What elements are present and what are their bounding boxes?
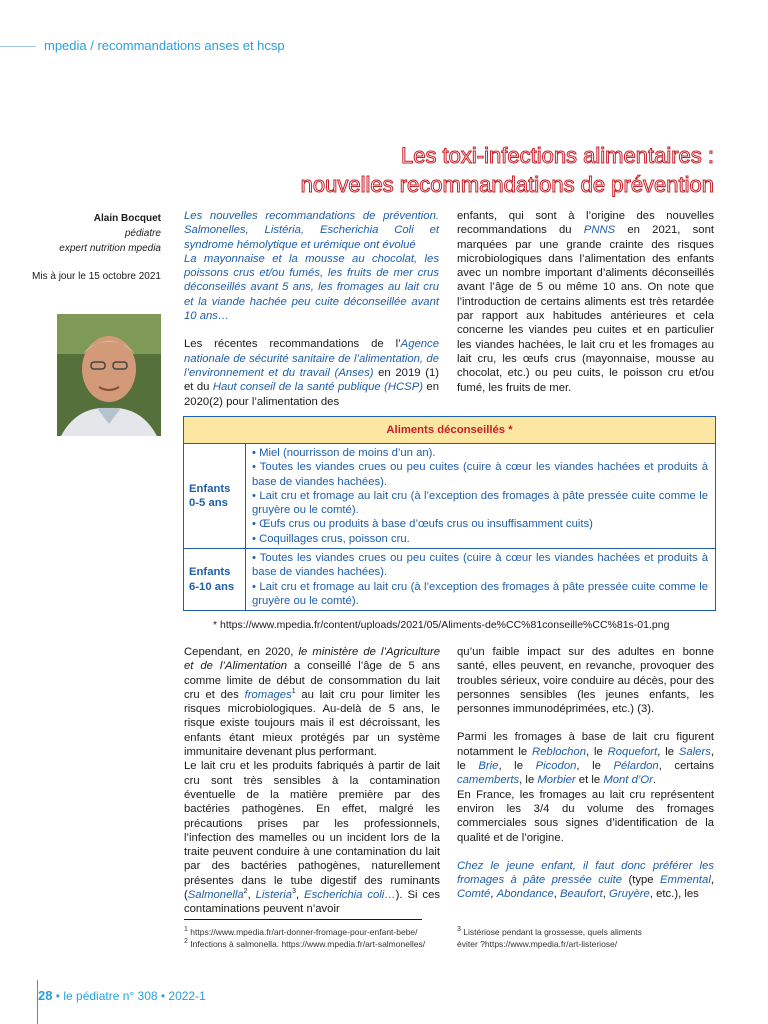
link-fromages[interactable]: fromages: [244, 688, 292, 701]
column-3: [184, 645, 440, 917]
journal-name: le pédiatre n° 308 • 2022-1: [63, 989, 206, 1003]
lead-body: Les récentes recommandations de l’Agence nationale de sécurité sanitaire de l’alimentation, de l’environnement et du travail (Anses) en 2019 (1) et du Haut conseil de la santé publique (HCSP) en 2020(2) pour l’alimentation des: [184, 338, 439, 408]
body-paragraph: Le lait cru et les produits fabriqués à partir de lait cru sont très sensibles à la contamination éventuelle de la matière première par des bactéries pathogènes. En effet, malgré les précautions prises par les professionnels, l’infection des mamelles ou un incident lors de la traite peuvent conduire à une contamination du lait par des bactéries pathogènes, naturellement présentes dans le tube digestif des ruminants (Salmonella$^2$, Listeria$^3$, Escherichia coli…). Si ces contaminations peuvent n’avoir: [184, 760, 441, 916]
body-paragraph: Parmi les fromages à base de lait cru figurent notamment le Reblochon, le Roquefort, le Salers, le Brie, le Picodon, le Pélardon, certains camemberts, le Morbier et le Mont d’Or.: [457, 731, 714, 787]
aliments-table: [183, 416, 716, 611]
row-label: Enfants 0-5 ans: [184, 444, 246, 548]
update-date: Mis à jour le 15 octobre 2021: [32, 271, 161, 282]
footnote-rule: [184, 919, 422, 920]
author-photo: [57, 314, 161, 436]
page-number: 28: [38, 988, 53, 1003]
lead-paragraph: [184, 209, 439, 409]
footnote-2[interactable]: $^2$ Infections à salmonella. https://www.mpedia.fr/art-salmonelles/: [184, 937, 426, 949]
header-rule: [0, 46, 36, 47]
link-pnns[interactable]: PNNS: [583, 224, 616, 237]
table-source-link[interactable]: * https://www.mpedia.fr/content/uploads/2021/05/Aliments-de%CC%81conseille%CC%81s-01.png: [213, 619, 670, 631]
body-paragraph: Cependant, en 2020, le ministère de l’Agriculture et de l’Alimentation a conseillé l’âge de 5 ans comme limite de début de consommation du lait cru et des fromages$^1$ au lait cru pour limiter les risques microbiologiques. Au-delà de 5 ans, le risque existe toujours mais il est décroissant, les enfants étant mieux protégés par un système immunitaire devenant plus performant.: [184, 646, 441, 759]
author-role: pédiatre: [124, 228, 161, 239]
body-paragraph: enfants, qui sont à l’origine des nouvelles recommandations du PNNS en 2021, sont marquées par une grande crainte des risques microbiologiques dans l’alimentation des enfants avec un nombre important d’aliments déconseillés avant l’âge de 5 ou même 10 ans. On note que l’introduction de certains aliments est très retardée par rapport aux habitudes antérieures et cela concerne les viandes peu cuites et en particulier les viandes hachées, le lait cru et les fromages au lait cru, les œufs crus (mayonnaise, mousse au chocolat, etc.) ou peu cuits, le poisson cru et/ou fumé, les fruits de mer.: [457, 210, 714, 394]
column-4: [457, 645, 714, 902]
link-hcsp[interactable]: Haut conseil de la santé publique (HCSP): [212, 381, 423, 394]
list-item: • Lait cru et fromage au lait cru (à l’exception des fromages à pâte pressée cuite comme le gruyère ou le comté).: [252, 489, 708, 517]
body-paragraph: Chez le jeune enfant, il faut donc préférer les fromages à pâte pressée cuite (type Emmental, Comté, Abondance, Beaufort, Gruyère, etc.), les: [457, 859, 714, 901]
footnotes-right: [457, 927, 714, 950]
footnote-1[interactable]: $^1$ https://www.mpedia.fr/art-donner-fromage-pour-enfant-bebe/: [184, 926, 418, 937]
list-item: • Toutes les viandes crues ou peu cuites (cuire à cœur les viandes hachées et produits à base de viandes hachées).: [252, 461, 708, 488]
author-name: Alain Bocquet: [93, 213, 161, 224]
list-item: • Œufs crus ou produits à base d’œufs crus ou insuffisamment cuits): [252, 518, 593, 531]
table-row: [184, 549, 715, 610]
list-item: • Coquillages crus, poisson cru.: [252, 532, 410, 545]
list-item: • Toutes les viandes crues ou peu cuites (cuire à cœur les viandes hachées et produits à base de viandes hachées).: [252, 552, 708, 579]
row-items: [246, 444, 715, 548]
title-line-1: Les toxi-infections alimentaires :: [400, 143, 714, 168]
column-2: [457, 209, 714, 395]
footnotes-left: [184, 927, 440, 950]
list-item: • Lait cru et fromage au lait cru (à l’exception des fromages à pâte pressée cuite comme le gruyère ou le comté).: [252, 580, 708, 607]
link-anses[interactable]: Agence nationale de sécurité sanitaire de l’alimentation, de l’environnement et du travail (Anses): [184, 338, 439, 379]
author-block: [11, 211, 161, 256]
row-label: Enfants 6-10 ans: [184, 549, 246, 610]
row-items: [246, 549, 715, 610]
title-line-2: nouvelles recommandations de prévention: [300, 172, 714, 197]
footnote-3[interactable]: $^3$ Listériose pendant la grossesse, quels aliments: [457, 926, 642, 937]
footnote-3-cont[interactable]: éviter ?https://www.mpedia.fr/art-listeriose/: [457, 938, 618, 949]
lead-summary: La mayonnaise et la mousse au chocolat, les poissons crus et/ou fumés, les fruits de mer crus déconseillés avant 5 ans, les fromages au lait cru et la viande hachée peu cuite déconseillée avant 10 ans…: [184, 252, 439, 323]
article-title: [301, 141, 714, 199]
section-rubric: mpedia / recommandations anses et hcsp: [44, 38, 285, 53]
body-paragraph: En France, les fromages au lait cru représentent environ les 3/4 du volume des fromages commerciales sous signes d’identification de la qualité et de l’origine.: [457, 788, 714, 844]
page-footer: 28 • le pédiatre n° 308 • 2022-1: [38, 988, 206, 1003]
lead-intro: Les nouvelles recommandations de prévention. Salmonelles, Listéria, Escherichia Coli et syndrome hémolytique et urémique ont évolué: [184, 210, 439, 251]
table-row: [184, 444, 715, 549]
list-item: • Miel (nourrisson de moins d’un an).: [252, 447, 436, 459]
body-paragraph: qu’un faible impact sur des adultes en bonne santé, elles peuvent, en revanche, provoquer des troubles sérieux, voire conduire au décès, pour des personnes sensibles (les jeunes enfants, les personnes immunodéprimées, etc.) (3).: [457, 646, 714, 716]
table-header: Aliments déconseillés *: [184, 417, 715, 444]
author-expertise: expert nutrition mpedia: [59, 243, 161, 254]
